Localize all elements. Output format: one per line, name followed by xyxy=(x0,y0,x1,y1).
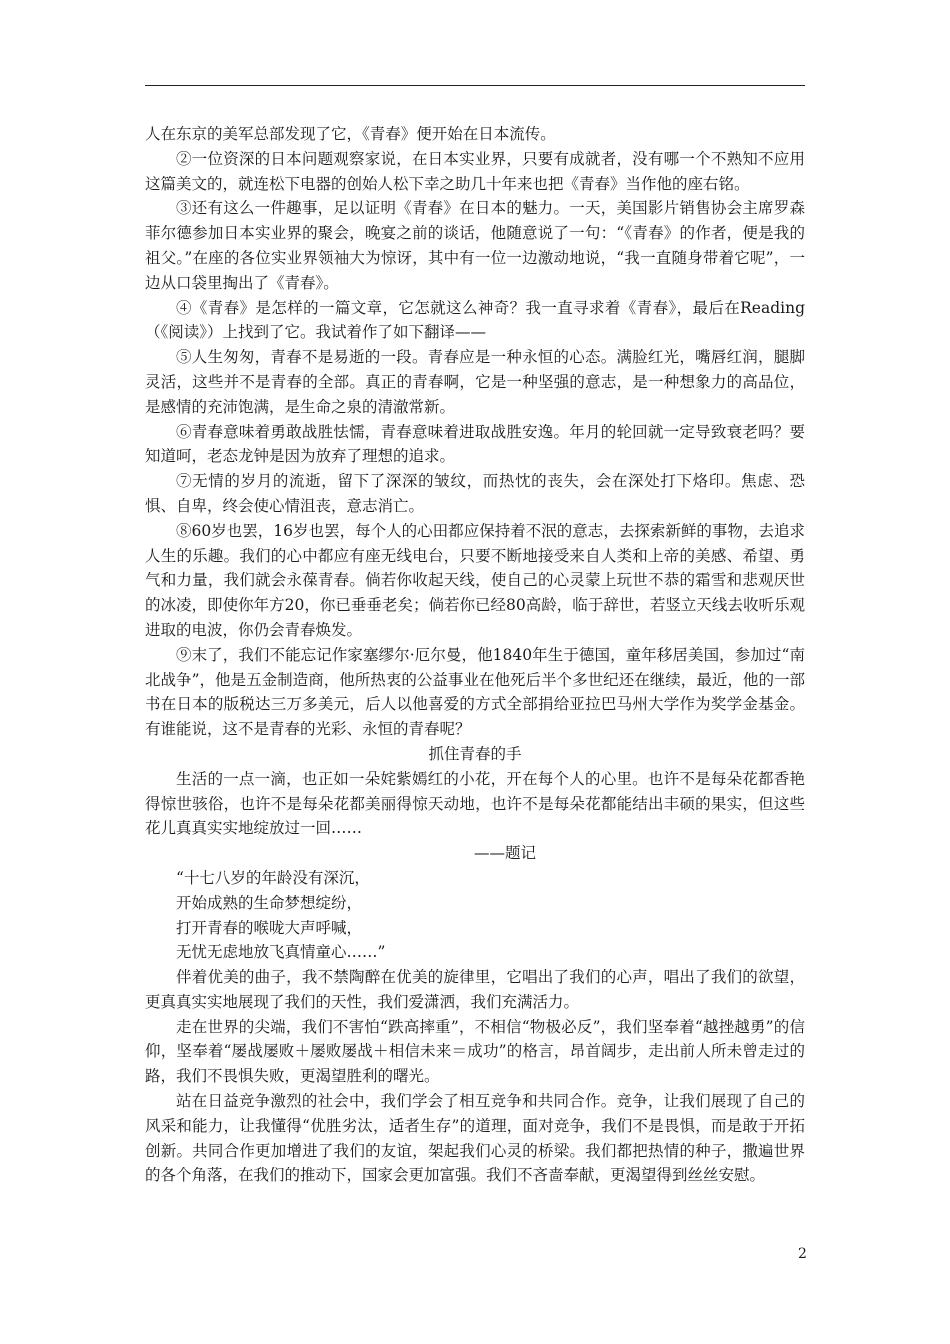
article-paragraph-6: ⑥青春意味着勇敢战胜怯懦，青春意味着进取战胜安逸。年月的轮回就一定导致衰老吗？要知道呵，老态龙钟是因为放弃了理想的追求。 xyxy=(145,422,805,466)
header-rule xyxy=(145,85,805,86)
document-body xyxy=(145,122,805,1188)
essay-title: 抓住青春的手 xyxy=(428,744,522,763)
epigraph-signature: ——题记 xyxy=(473,844,536,863)
poem-line-3: 打开青春的喉咙大声呼喊， xyxy=(176,918,363,937)
poem-line-2: 开始成熟的生命梦想绽纷， xyxy=(176,893,363,912)
essay-paragraph-1: 伴着优美的曲子，我不禁陶醉在优美的旋律里，它唱出了我们的心声，唱出了我们的欲望，更真真实实地展现了我们的天性，我们爱潇洒，我们充满活力。 xyxy=(145,968,805,1011)
article-paragraph-8: ⑧60岁也罢，16岁也罢，每个人的心田都应保持着不泯的意志，去探索新鲜的事物，去追求人生的乐趣。我们的心中都应有座无线电台，只要不断地接受来自人类和上帝的美感、希望、勇气和力量，我们就会永葆青春。倘若你收起天线，使自己的心灵蒙上玩世不恭的霜雪和悲观厌世的冰凌，即使你年方20，你已垂垂老矣；倘若你已经80高龄，临于辞世，若竖立天线去收听乐观进取的电波，你仍会青春焕发。 xyxy=(145,521,805,639)
essay-paragraph-2: 走在世界的尖端，我们不害怕“跌高摔重”，不相信“物极必反”，我们坚奉着“越挫越勇”的信仰，坚奉着“屡战屡败＋屡败屡战＋相信未来＝成功”的格言，昂首阔步，走出前人所未曾走过的路，我们不畏惧失败，更渴望胜利的曙光。 xyxy=(145,1017,805,1086)
article-paragraph-9: ⑨末了，我们不能忘记作家塞缪尔·厄尔曼，他1840年生于德国，童年移居美国，参加过“南北战争”，他是五金制造商，他所热衷的公益事业在他死后半个多世纪还在继续，最近，他的一部书在日本的版税达三万多美元，后人以他喜爱的方式全部捐给亚拉巴马州大学作为奖学金基金。有谁能说，这不是青春的光彩、永恒的青春呢？ xyxy=(145,645,805,739)
article-paragraph-7: ⑦无情的岁月的流逝，留下了深深的皱纹，而热忱的丧失，会在深处打下烙印。焦虑、恐惧、自卑，终会使心情沮丧，意志消亡。 xyxy=(145,472,805,515)
epigraph: 生活的一点一滴，也正如一朵姹紫嫣红的小花，开在每个人的心里。也许不是每朵花都香艳得惊世骇俗，也许不是每朵花都美丽得惊天动地，也许不是每朵花都能结出丰硕的果实，但这些花儿真真实实地绽放过一回…… xyxy=(145,769,805,838)
article-paragraph-3: ③还有这么一件趣事，足以证明《青春》在日本的魅力。一天，美国影片销售协会主席罗森菲尔德参加日本实业界的聚会，晚宴之前的谈话，他随意说了一句：“《青春》的作者，便是我的祖父。”在座的各位实业界领袖大为惊讶，其中有一位一边激动地说，“我一直随身带着它呢”，一边从口袋里掏出了《青春》。 xyxy=(145,199,805,292)
poem-line-4: 无忧无虑地放飞真情童心……” xyxy=(176,943,386,962)
article-paragraph-5: ⑤人生匆匆，青春不是易逝的一段。青春应是一种永恒的心态。满脸红光，嘴唇红润，腿脚灵活，这些并不是青春的全部。真正的青春啊，它是一种坚强的意志，是一种想象力的高品位，是感情的充沛饱满，是生命之泉的清澈常新。 xyxy=(145,348,805,416)
essay-paragraph-3: 站在日益竞争激烈的社会中，我们学会了相互竞争和共同合作。竞争，让我们展现了自己的风采和能力，让我懂得“优胜劣汰，适者生存”的道理，面对竞争，我们不是畏惧，而是敢于开拓创新。共同合作更加增进了我们的友谊，架起我们心灵的桥梁。我们都把热情的种子，撒遍世界的各个角落，在我们的推动下，国家会更加富强。我们不吝啬奉献，更渴望得到丝丝安慰。 xyxy=(145,1092,805,1185)
article-paragraph-2: ②一位资深的日本问题观察家说，在日本实业界，只要有成就者，没有哪一个不熟知不应用这篇美文的，就连松下电器的创始人松下幸之助几十年来也把《青春》当作他的座右铭。 xyxy=(145,149,805,193)
poem-line-1: “十七八岁的年龄没有深沉， xyxy=(176,868,370,887)
article-paragraph-4: ④《青春》是怎样的一篇文章，它怎就这么神奇？我一直寻求着《青春》，最后在Reading（《阅读》）上找到了它。我试着作了如下翻译—— xyxy=(145,298,805,342)
article-paragraph-1: 人在东京的美军总部发现了它，《青春》便开始在日本流传。 xyxy=(145,125,556,143)
page-number: 2 xyxy=(798,1246,807,1262)
